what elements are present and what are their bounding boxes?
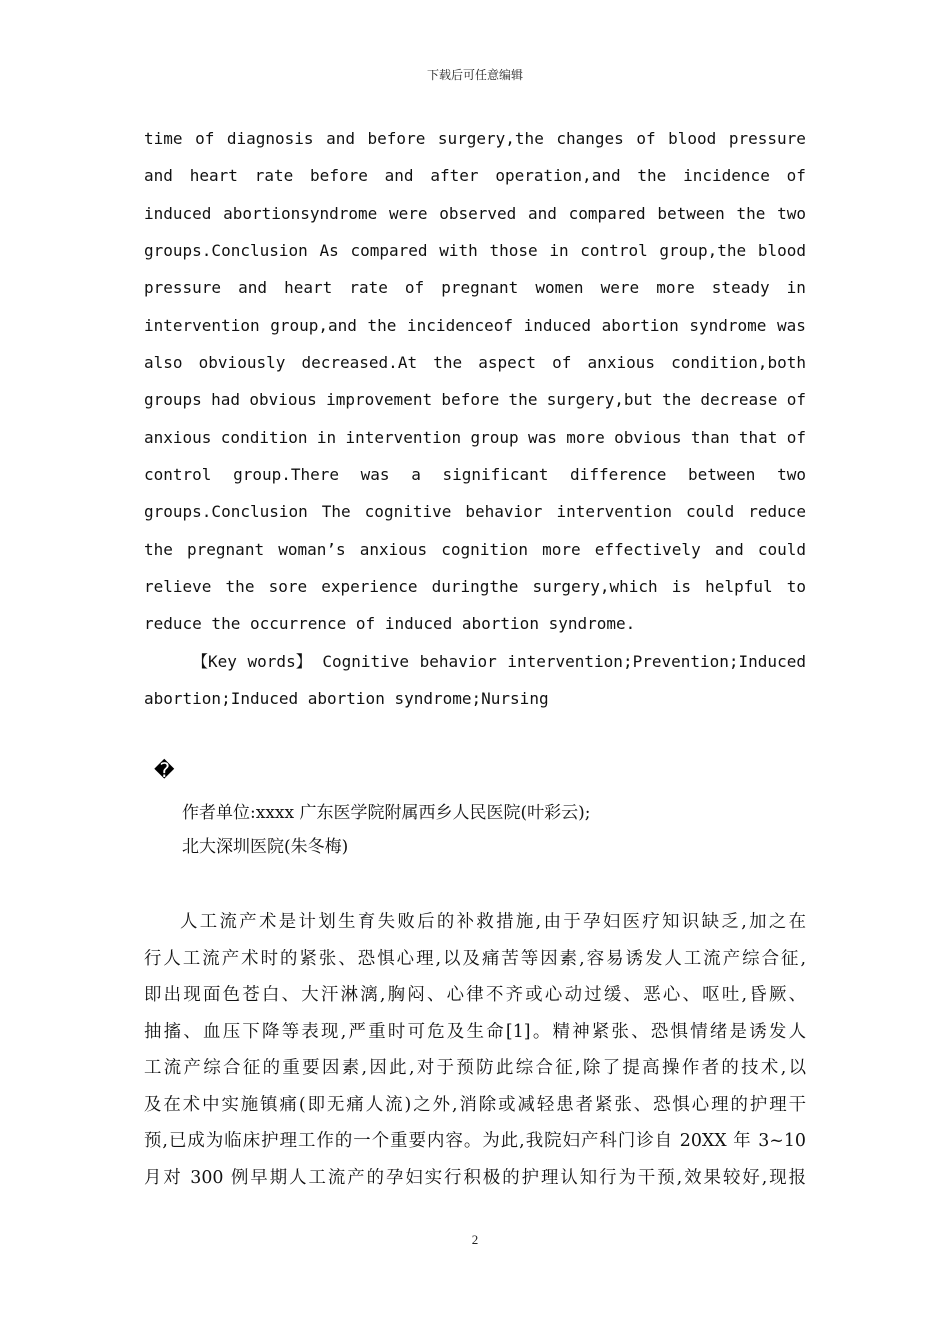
word: pressure xyxy=(144,278,222,298)
word: pressure xyxy=(728,129,806,148)
word: a xyxy=(411,465,421,485)
abstract-line xyxy=(144,568,806,605)
abstract-line xyxy=(144,493,806,530)
word: intervention;Prevention;Induced xyxy=(507,651,806,671)
word: steady xyxy=(711,278,770,298)
word: the xyxy=(144,539,173,559)
word: improvement xyxy=(326,390,433,410)
abstract-line xyxy=(144,344,806,381)
word: surgery,but xyxy=(546,390,653,410)
abstract-line xyxy=(144,456,806,493)
word: condition xyxy=(220,427,308,447)
word: the xyxy=(508,390,538,410)
word: the xyxy=(736,203,766,223)
word: control xyxy=(144,465,212,485)
word: time xyxy=(144,129,183,148)
word: experience xyxy=(321,577,418,597)
word: behavior xyxy=(465,502,543,522)
word: were xyxy=(600,278,640,298)
word: heart xyxy=(284,278,333,298)
word: of xyxy=(404,278,425,298)
word: anxious xyxy=(144,427,212,447)
word: anxious xyxy=(359,539,428,559)
word: abortion xyxy=(601,315,679,335)
word: group,and xyxy=(270,315,357,335)
word: of xyxy=(552,353,572,373)
word: rate xyxy=(349,278,388,298)
word: syndrome xyxy=(689,315,767,335)
word: more xyxy=(542,539,581,559)
body-paragraph xyxy=(144,904,806,1196)
word: the xyxy=(662,390,691,410)
word: also xyxy=(144,353,183,373)
body-line: 及在术中实施镇痛(即无痛人流)之外,消除或减轻患者紧张、恐惧心理的护理干 xyxy=(144,1094,806,1115)
word: diagnosis xyxy=(226,129,314,148)
author-affiliation xyxy=(182,796,590,864)
word: groups.Conclusion xyxy=(144,241,308,261)
abstract-line xyxy=(144,232,806,269)
unknown-glyph-marker: � xyxy=(154,758,175,782)
word: that xyxy=(738,427,778,447)
word: and xyxy=(714,539,744,559)
body-line: 月对 300 例早期人工流产的孕妇实行积极的护理认知行为干预,效果较好,现报 xyxy=(144,1167,806,1188)
word: of xyxy=(786,166,806,186)
word: group xyxy=(470,427,519,447)
word: The xyxy=(321,502,351,522)
word: control xyxy=(580,241,648,261)
word: woman’s xyxy=(278,539,346,559)
word: rate xyxy=(254,166,294,186)
word: before xyxy=(367,129,426,148)
word: before xyxy=(441,390,500,410)
word: the xyxy=(225,577,255,597)
word: two xyxy=(777,465,806,485)
word: of xyxy=(636,129,656,148)
word: between xyxy=(657,203,725,223)
word: group,the xyxy=(659,241,747,261)
keywords-line xyxy=(144,643,806,680)
word: more xyxy=(566,427,605,447)
word: group.There xyxy=(233,465,340,485)
word: relieve xyxy=(144,577,212,597)
word: significant xyxy=(442,465,549,485)
body-line: 预,已成为临床护理工作的一个重要内容。为此,我院妇产科门诊自 20XX 年 3~10 xyxy=(144,1131,806,1151)
word: was xyxy=(527,427,557,447)
word: the xyxy=(367,315,397,335)
word: were xyxy=(388,203,428,223)
word: induced xyxy=(523,315,592,335)
word: As xyxy=(319,241,339,261)
word: had xyxy=(211,390,241,410)
body-line: 人工流产术是计划生育失败后的补救措施,由于孕妇医疗知识缺乏,加之在 xyxy=(180,912,806,932)
word: with xyxy=(439,241,478,261)
body-line: 行人工流产术时的紧张、恐惧心理,以及痛苦等因素,容易诱发人工流产综合征, xyxy=(144,948,806,969)
word: of xyxy=(195,129,215,148)
word: words】 xyxy=(247,651,312,671)
body-line: 工流产综合征的重要因素,因此,对于预防此综合征,除了提高操作者的技术,以 xyxy=(144,1058,806,1078)
word: reduce xyxy=(748,502,806,522)
abstract-line xyxy=(144,120,806,157)
page-number: 2 xyxy=(471,1232,479,1247)
body-line: 抽搐、血压下降等表现,严重时可危及生命[1]。精神紧张、恐惧情绪是诱发人 xyxy=(144,1021,806,1042)
abstract-line xyxy=(144,381,806,418)
word: surgery,which xyxy=(532,577,658,597)
word: cognitive xyxy=(364,502,452,522)
affiliation-line: 作者单位:xxxx 广东医学院附属西乡人民医院(叶彩云); xyxy=(182,803,591,823)
body-line: 即出现面色苍白、大汗淋漓,胸闷、心律不齐或心动过缓、恶心、呕吐,昏厥、 xyxy=(144,985,806,1005)
keywords-line: abortion;Induced abortion syndrome;Nursing xyxy=(144,689,549,709)
word: and xyxy=(144,166,173,186)
word: condition,both xyxy=(671,353,806,373)
word: obvious xyxy=(614,427,682,447)
word: obvious xyxy=(249,390,317,410)
word: to xyxy=(786,577,806,597)
word: and xyxy=(527,203,557,223)
word: sore xyxy=(268,577,308,597)
abstract-text xyxy=(144,120,806,718)
word: behavior xyxy=(419,651,497,671)
word: those xyxy=(489,241,538,261)
word: observed xyxy=(439,203,517,223)
word: was xyxy=(360,465,390,485)
word: duringthe xyxy=(431,577,519,597)
word: effectively xyxy=(594,539,701,559)
word: is xyxy=(671,577,692,597)
word: of xyxy=(786,427,806,447)
word: in xyxy=(316,427,337,447)
word: incidence xyxy=(683,166,770,186)
abstract-line xyxy=(144,195,806,232)
word: changes xyxy=(556,129,624,148)
word: decrease xyxy=(700,390,778,410)
word: induced xyxy=(144,203,212,223)
word: and xyxy=(326,129,355,148)
word: blood xyxy=(757,241,806,261)
word: of xyxy=(786,390,806,410)
word: groups.Conclusion xyxy=(144,502,308,522)
word: helpful xyxy=(705,577,773,597)
word: cognition xyxy=(441,539,528,559)
word: compared xyxy=(568,203,646,223)
word: was xyxy=(777,315,806,335)
abstract-line xyxy=(144,531,806,568)
word: intervention xyxy=(345,427,462,447)
abstract-line xyxy=(144,157,806,194)
word: anxious xyxy=(587,353,655,373)
word: than xyxy=(690,427,730,447)
word: difference xyxy=(570,465,667,485)
abstract-line xyxy=(144,269,806,306)
word: Cognitive xyxy=(322,651,410,671)
word: in xyxy=(549,241,569,261)
word: groups xyxy=(144,390,202,410)
word: in xyxy=(786,278,806,298)
word: decreased.At xyxy=(301,353,418,373)
word: operation,and xyxy=(495,166,621,186)
word: the xyxy=(433,353,463,373)
word: compared xyxy=(350,241,428,261)
word: incidenceof xyxy=(407,315,513,335)
word: after xyxy=(430,166,479,186)
word: and xyxy=(384,166,414,186)
word: pregnant xyxy=(441,278,519,298)
page-header: 下载后可任意编辑 xyxy=(426,68,523,82)
affiliation-line: 北大深圳医院(朱冬梅) xyxy=(182,837,349,857)
word: surgery,the xyxy=(437,129,544,148)
abstract-line xyxy=(144,419,806,456)
abstract-line xyxy=(144,307,806,344)
word: between xyxy=(688,465,756,485)
word: blood xyxy=(668,129,717,148)
word: heart xyxy=(189,166,238,186)
word: two xyxy=(777,203,806,223)
word: pregnant xyxy=(187,539,265,559)
word: women xyxy=(535,278,584,298)
word: obviously xyxy=(198,353,286,373)
word: 【Key xyxy=(192,651,237,671)
word: more xyxy=(656,278,695,298)
word: the xyxy=(637,166,667,186)
word: aspect xyxy=(478,353,537,373)
word: could xyxy=(686,502,735,522)
word: intervention xyxy=(144,315,260,335)
word: and xyxy=(238,278,268,298)
word: could xyxy=(757,539,806,559)
word: intervention xyxy=(556,502,673,522)
abstract-line: reduce the occurrence of induced abortion syndrome. xyxy=(144,614,636,634)
word: abortionsyndrome xyxy=(223,203,378,223)
word: before xyxy=(310,166,368,186)
